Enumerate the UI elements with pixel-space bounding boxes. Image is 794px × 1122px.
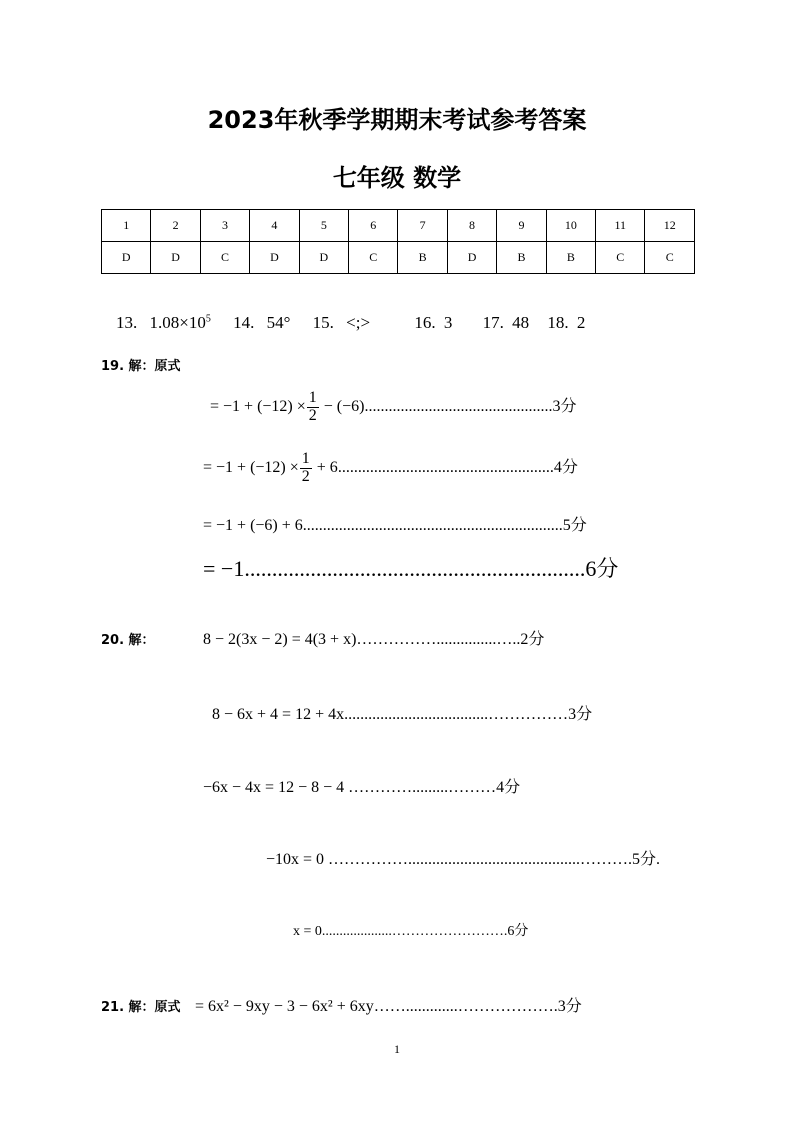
score: 6分: [507, 924, 529, 939]
table-cell: D: [250, 242, 299, 274]
q20-step-3-expr: −6x − 4x = 12 − 8 − 4: [203, 779, 345, 796]
dot-leader: .................................................................: [302, 517, 563, 534]
dot-leader: ....................................……………: [344, 706, 569, 723]
q15-label: 15.: [312, 313, 334, 332]
dot-leader: ...............................................: [364, 397, 553, 415]
q20-step-2-expr: 8 − 6x + 4 = 12 + 4x: [212, 706, 345, 723]
q20-step-5-expr: x = 0: [293, 924, 322, 939]
table-cell: D: [299, 242, 348, 274]
fraction-denominator: 2: [308, 406, 317, 424]
page-number: 1: [394, 1042, 400, 1056]
q19-step-2: [203, 451, 578, 486]
table-cell: 7: [398, 210, 447, 242]
q19-step-2-expr-b: + 6: [312, 458, 338, 476]
dot-leader: ..............................................................: [244, 556, 586, 581]
score: 3分: [557, 998, 582, 1015]
score: 2分: [520, 631, 545, 648]
q21-step-1: [195, 993, 582, 1016]
choice-answer-table: [101, 209, 695, 274]
table-cell: 2: [151, 210, 200, 242]
table-cell: 3: [200, 210, 249, 242]
q19-step-1-expr-b: − (−6): [319, 397, 365, 415]
fraction-numerator: 1: [308, 389, 317, 406]
table-cell: C: [349, 242, 398, 274]
q21-label: 21. 解：原式: [101, 1000, 181, 1015]
table-cell: C: [200, 242, 249, 274]
dot-leader: ……………...........................................……….: [324, 851, 633, 868]
table-cell: 6: [349, 210, 398, 242]
table-cell: 11: [596, 210, 645, 242]
q14-label: 14.: [233, 313, 255, 332]
table-cell: 1: [102, 210, 151, 242]
q19-label: 19. 解：原式: [101, 359, 181, 374]
table-cell: 10: [546, 210, 595, 242]
table-cell: C: [596, 242, 645, 274]
table-cell: B: [546, 242, 595, 274]
q14-answer: 54°: [266, 313, 291, 332]
q16-label: 16.: [414, 313, 436, 332]
q13-exponent: 5: [205, 313, 211, 325]
fill-in-answers: [116, 313, 585, 333]
q19-step-2-expr-a: = −1 + (−12) ×: [203, 458, 299, 476]
q15-answer: <;>: [346, 313, 371, 332]
q13-answer: [150, 313, 211, 332]
q20-step-3: [203, 774, 520, 797]
q19-step-1-expr-a: = −1 + (−12) ×: [210, 397, 306, 415]
q19-step-3: [203, 512, 587, 535]
q20-step-5: [293, 920, 528, 940]
fraction-numerator: 1: [301, 450, 310, 467]
table-cell: D: [102, 242, 151, 274]
q18-answer: 2: [576, 313, 586, 332]
table-cell: 8: [447, 210, 496, 242]
dot-leader: …….............……………….: [373, 998, 558, 1015]
dot-leader: ....................…………………….: [321, 924, 508, 939]
score: 4分: [553, 458, 578, 476]
score: 3分: [568, 706, 593, 723]
q20-step-4-expr: −10x = 0: [266, 851, 325, 868]
score: 6分: [585, 556, 619, 581]
table-cell: B: [497, 242, 546, 274]
score: 5分.: [632, 851, 661, 868]
score: 4分: [496, 779, 521, 796]
score: 5分: [562, 517, 587, 534]
q19-step-1: [210, 390, 577, 425]
table-row-answers: [102, 242, 695, 274]
q18-label: 18.: [547, 313, 569, 332]
dot-leader: ………….........………: [344, 779, 497, 796]
table-cell: D: [447, 242, 496, 274]
table-cell: 4: [250, 210, 299, 242]
q20-step-2: [212, 701, 592, 724]
score: 3分: [552, 397, 577, 415]
page-title: 2023年秋季学期期末考试参考答案: [207, 106, 587, 134]
q20-step-1-expr: 8 − 2(3x − 2) = 4(3 + x): [203, 631, 357, 648]
q17-label: 17.: [482, 313, 504, 332]
table-cell: D: [151, 242, 200, 274]
q13-base: 1.08×10: [149, 313, 206, 332]
table-row-numbers: [102, 210, 695, 242]
table-cell: B: [398, 242, 447, 274]
q19-step-4: [203, 552, 618, 583]
table-cell: C: [645, 242, 695, 274]
q20-label: 20. 解：: [101, 633, 155, 648]
dot-leader: ……………...............…..: [356, 631, 521, 648]
fraction-one-half: [300, 451, 312, 486]
table-cell: 9: [497, 210, 546, 242]
q17-answer: 48: [512, 313, 530, 332]
q19-step-4-expr: = −1: [203, 556, 245, 581]
fraction-denominator: 2: [301, 467, 310, 485]
dot-leader: ......................................................: [337, 458, 554, 476]
q20-step-1: [203, 626, 544, 649]
q16-answer: 3: [443, 313, 453, 332]
page-subtitle: 七年级 数学: [332, 164, 462, 192]
table-cell: 5: [299, 210, 348, 242]
table-cell: 12: [645, 210, 695, 242]
q13-label: 13.: [116, 313, 138, 332]
q19-step-3-expr: = −1 + (−6) + 6: [203, 517, 303, 534]
q21-step-1-expr: = 6x² − 9xy − 3 − 6x² + 6xy: [195, 998, 374, 1015]
fraction-one-half: [307, 390, 319, 425]
q20-step-4: [266, 846, 660, 869]
